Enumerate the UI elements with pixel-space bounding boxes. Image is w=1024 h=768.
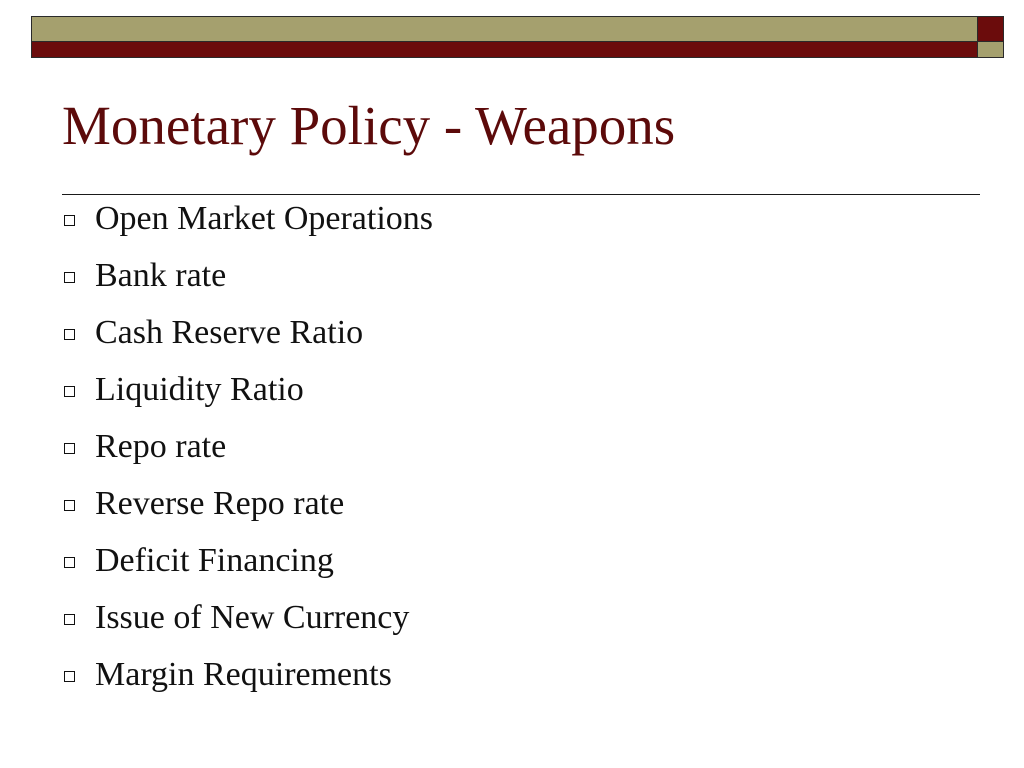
bullet-item bbox=[64, 646, 433, 703]
bullet-item bbox=[64, 418, 433, 475]
bullet-item bbox=[64, 475, 433, 532]
hollow-square-icon bbox=[64, 557, 75, 568]
hollow-square-icon bbox=[64, 671, 75, 682]
bullet-item bbox=[64, 247, 433, 304]
hollow-square-icon bbox=[64, 329, 75, 340]
slide-title: Monetary Policy - Weapons bbox=[62, 95, 676, 156]
bullet-label: Reverse Repo rate bbox=[95, 484, 345, 522]
bullet-label: Deficit Financing bbox=[95, 541, 334, 579]
hollow-square-icon bbox=[64, 443, 75, 454]
bullet-label: Open Market Operations bbox=[95, 199, 434, 237]
bullet-item bbox=[64, 304, 433, 361]
header-band-olive bbox=[31, 16, 978, 42]
bullet-label: Repo rate bbox=[95, 427, 227, 465]
header-corner-olive bbox=[978, 42, 1004, 58]
bullet-label: Cash Reserve Ratio bbox=[95, 313, 364, 351]
bullet-item bbox=[64, 532, 433, 589]
header-corner-maroon bbox=[978, 16, 1004, 42]
hollow-square-icon bbox=[64, 386, 75, 397]
bullet-label: Bank rate bbox=[95, 256, 227, 294]
bullet-item bbox=[64, 190, 433, 247]
hollow-square-icon bbox=[64, 500, 75, 511]
bullet-label: Issue of New Currency bbox=[95, 598, 410, 636]
hollow-square-icon bbox=[64, 614, 75, 625]
bullet-item bbox=[64, 361, 433, 418]
bullet-list bbox=[64, 190, 433, 703]
hollow-square-icon bbox=[64, 272, 75, 283]
bullet-label: Margin Requirements bbox=[95, 655, 392, 693]
bullet-item bbox=[64, 589, 433, 646]
bullet-label: Liquidity Ratio bbox=[95, 370, 304, 408]
header-band-maroon bbox=[31, 42, 978, 58]
hollow-square-icon bbox=[64, 215, 75, 226]
